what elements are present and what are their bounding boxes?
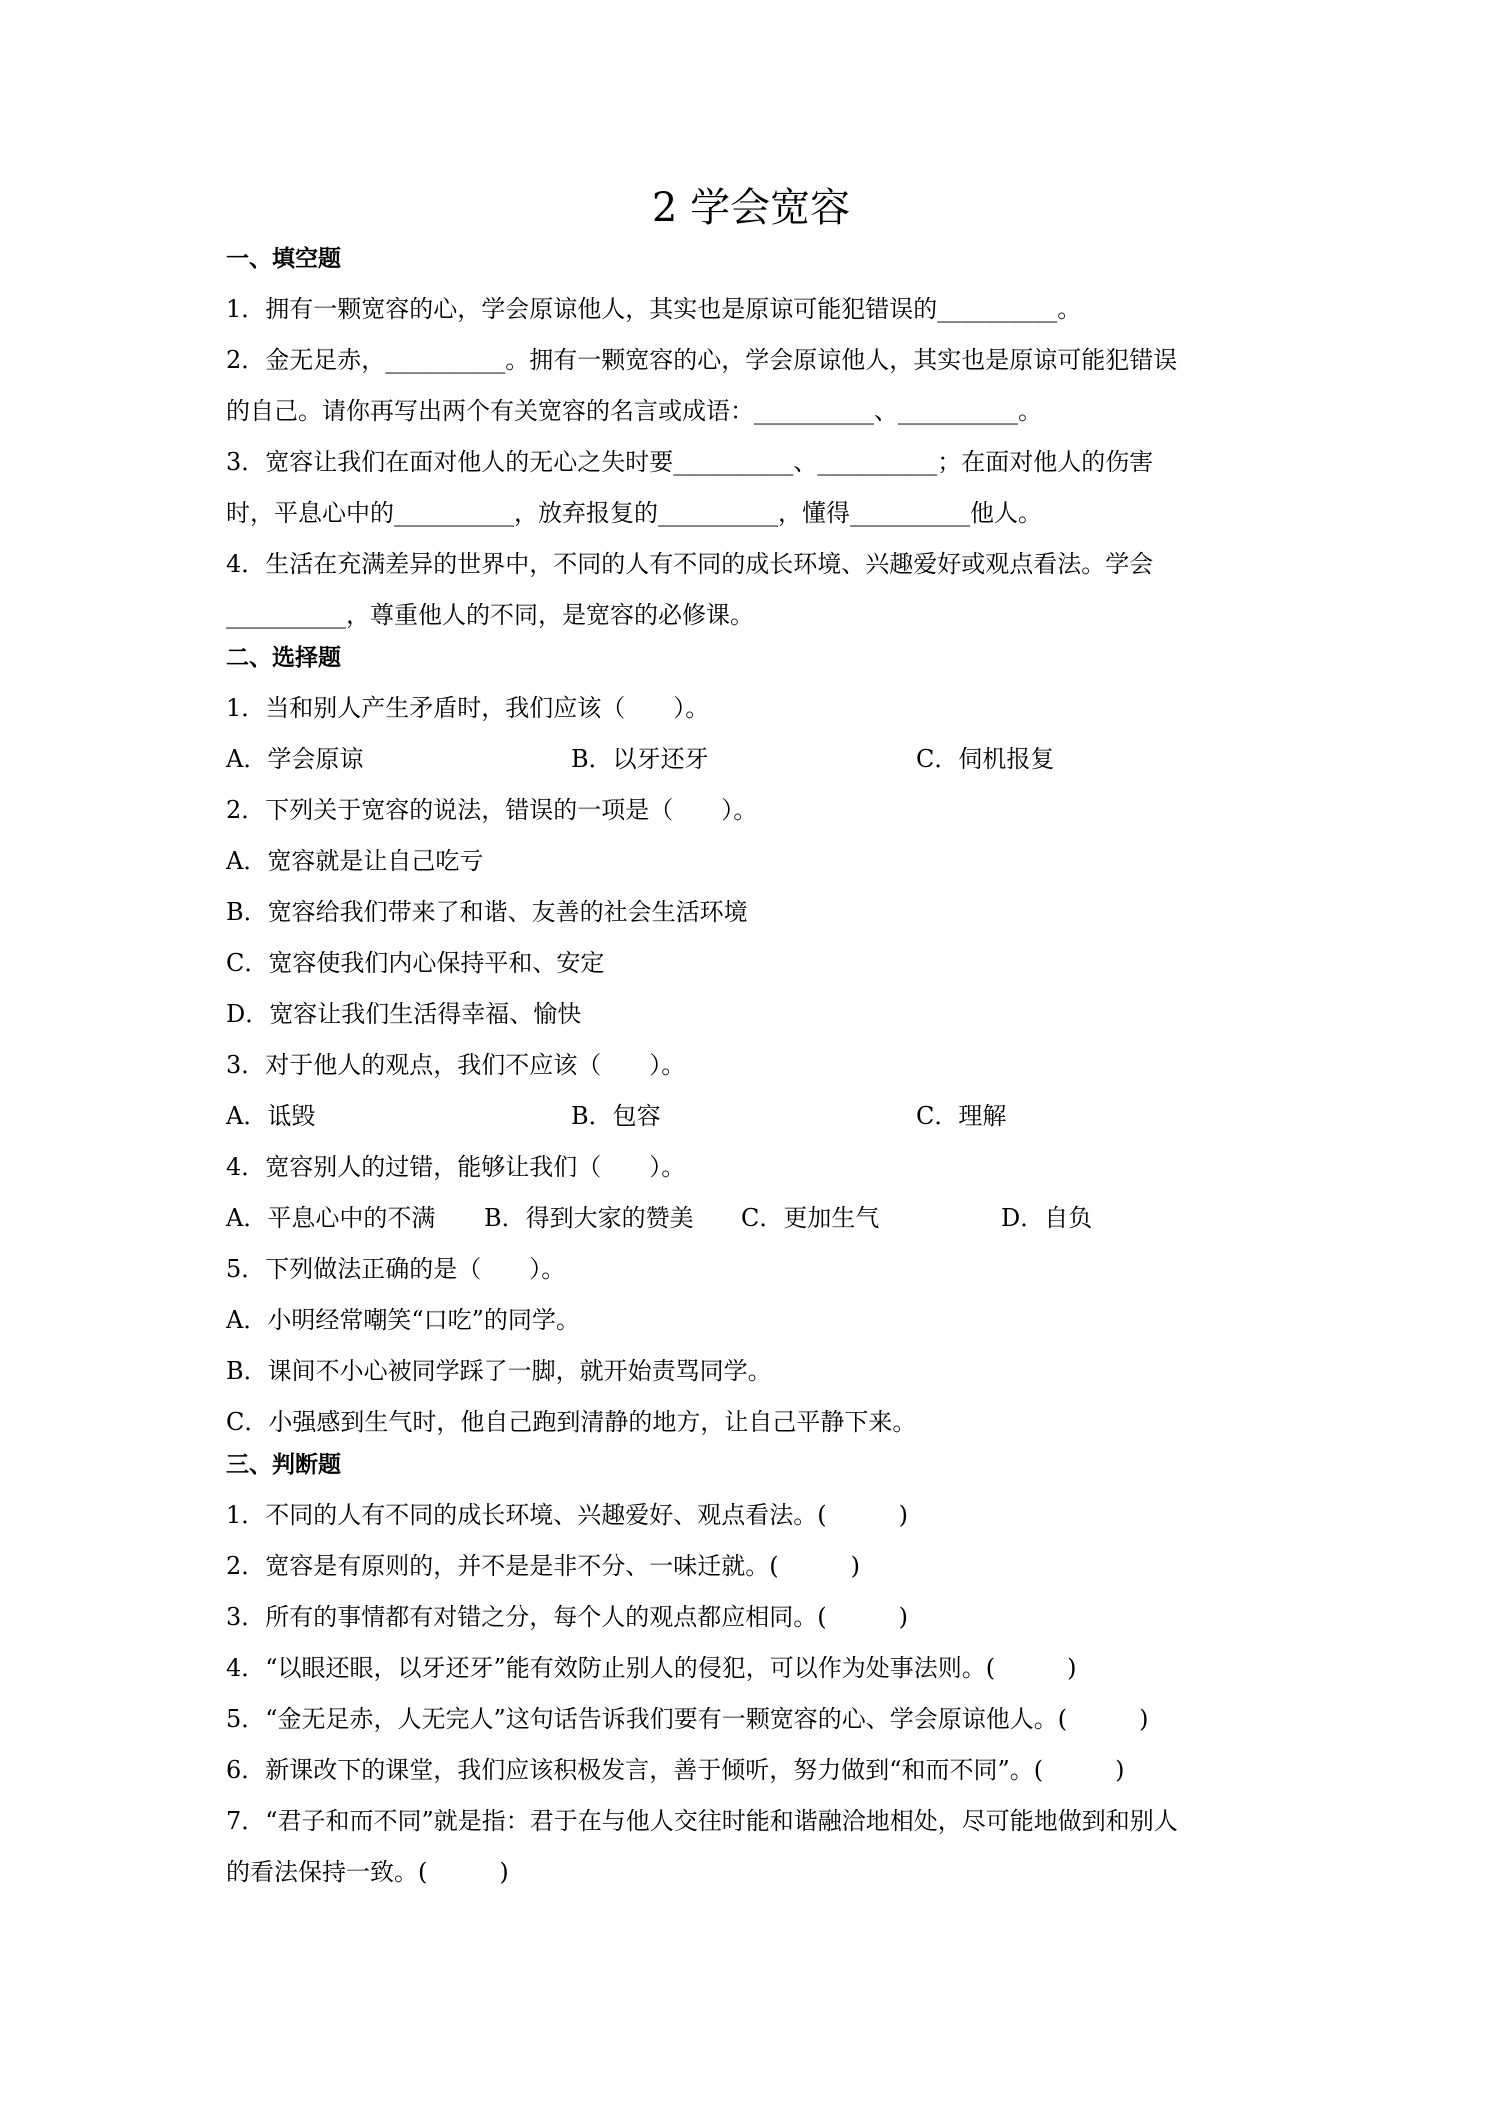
- fill-line-3: 的自己。请你再写出两个有关宽容的名言或成语：__________、__________。: [226, 397, 1042, 425]
- fill-line-1: 1．拥有一颗宽容的心，学会原谅他人，其实也是原谅可能犯错误的__________。: [226, 295, 1082, 323]
- choice-q1-options: [226, 734, 1276, 785]
- choice-q5-stem: 5．下列做法正确的是（ ）。: [226, 1255, 566, 1283]
- worksheet-page: [226, 180, 1276, 1898]
- choice-q1-option-a: A．学会原谅: [226, 745, 364, 773]
- choice-q2-option-a: A．宽容就是让自己吃亏: [226, 847, 484, 875]
- choice-q5-option-a: A．小明经常嘲笑“口吃”的同学。: [226, 1306, 580, 1334]
- judge-line-3: 3．所有的事情都有对错之分，每个人的观点都应相同。( ): [226, 1603, 908, 1631]
- section-heading-choice: 二、选择题: [226, 645, 341, 671]
- choice-q4-option-d: D．自负: [1001, 1204, 1093, 1232]
- choice-q2-option-c: C．宽容使我们内心保持平和、安定: [226, 949, 605, 977]
- judge-line-4: 4．“以眼还眼，以牙还牙”能有效防止别人的侵犯，可以作为处事法则。( ): [226, 1654, 1077, 1682]
- choice-q3-options: [226, 1091, 1276, 1142]
- judge-line-8: 的看法保持一致。( ): [226, 1858, 509, 1886]
- choice-q4-stem: 4．宽容别人的过错，能够让我们（ ）。: [226, 1153, 686, 1181]
- fill-line-7: __________，尊重他人的不同，是宽容的必修课。: [226, 601, 754, 629]
- choice-q5-option-b: B．课间不小心被同学踩了一脚，就开始责骂同学。: [226, 1357, 772, 1385]
- choice-q4-options: [226, 1193, 1276, 1244]
- fill-line-5: 时，平息心中的__________，放弃报复的__________，懂得__________他人。: [226, 499, 1042, 527]
- choice-q3-stem: 3．对于他人的观点，我们不应该（ ）。: [226, 1051, 686, 1079]
- choice-q2-option-d: D．宽容让我们生活得幸福、愉快: [226, 1000, 582, 1028]
- judge-line-6: 6．新课改下的课堂，我们应该积极发言，善于倾听，努力做到“和而不同”。( ): [226, 1756, 1125, 1784]
- section-heading-fill: 一、填空题: [226, 246, 341, 272]
- choice-q5-option-c: C．小强感到生气时，他自己跑到清静的地方，让自己平静下来。: [226, 1408, 917, 1436]
- choice-q1-option-c: C．伺机报复: [916, 745, 1055, 773]
- choice-q1-option-b: B．以牙还牙: [571, 745, 709, 773]
- choice-q3-option-a: A．诋毁: [226, 1102, 316, 1130]
- choice-q1-stem: 1．当和别人产生矛盾时，我们应该（ ）。: [226, 694, 710, 722]
- choice-q3-option-c: C．理解: [916, 1102, 1007, 1130]
- choice-q3-option-b: B．包容: [571, 1102, 661, 1130]
- judge-line-1: 1．不同的人有不同的成长环境、兴趣爱好、观点看法。( ): [226, 1501, 908, 1529]
- section-heading-judge: 三、判断题: [226, 1452, 341, 1478]
- choice-q4-option-c: C．更加生气: [741, 1204, 880, 1232]
- fill-line-4: 3．宽容让我们在面对他人的无心之失时要__________、__________；在面对他人的伤害: [226, 448, 1154, 476]
- choice-q4-option-a: A．平息心中的不满: [226, 1204, 436, 1232]
- page-title: 2 学会宽容: [651, 185, 851, 231]
- fill-line-2: 2．金无足赤，__________。拥有一颗宽容的心，学会原谅他人，其实也是原谅可能犯错误: [226, 346, 1178, 374]
- judge-line-2: 2．宽容是有原则的，并不是是非不分、一味迁就。( ): [226, 1552, 860, 1580]
- choice-q4-option-b: B．得到大家的赞美: [484, 1204, 694, 1232]
- judge-line-5: 5．“金无足赤，人无完人”这句话告诉我们要有一颗宽容的心、学会原谅他人。( ): [226, 1705, 1149, 1733]
- choice-q2-stem: 2．下列关于宽容的说法，错误的一项是（ ）。: [226, 796, 758, 824]
- judge-line-7: 7．“君子和而不同”就是指：君于在与他人交往时能和谐融洽地相处，尽可能地做到和别人: [226, 1807, 1178, 1835]
- choice-q2-option-b: B．宽容给我们带来了和谐、友善的社会生活环境: [226, 898, 748, 926]
- fill-line-6: 4．生活在充满差异的世界中，不同的人有不同的成长环境、兴趣爱好或观点看法。学会: [226, 550, 1154, 578]
